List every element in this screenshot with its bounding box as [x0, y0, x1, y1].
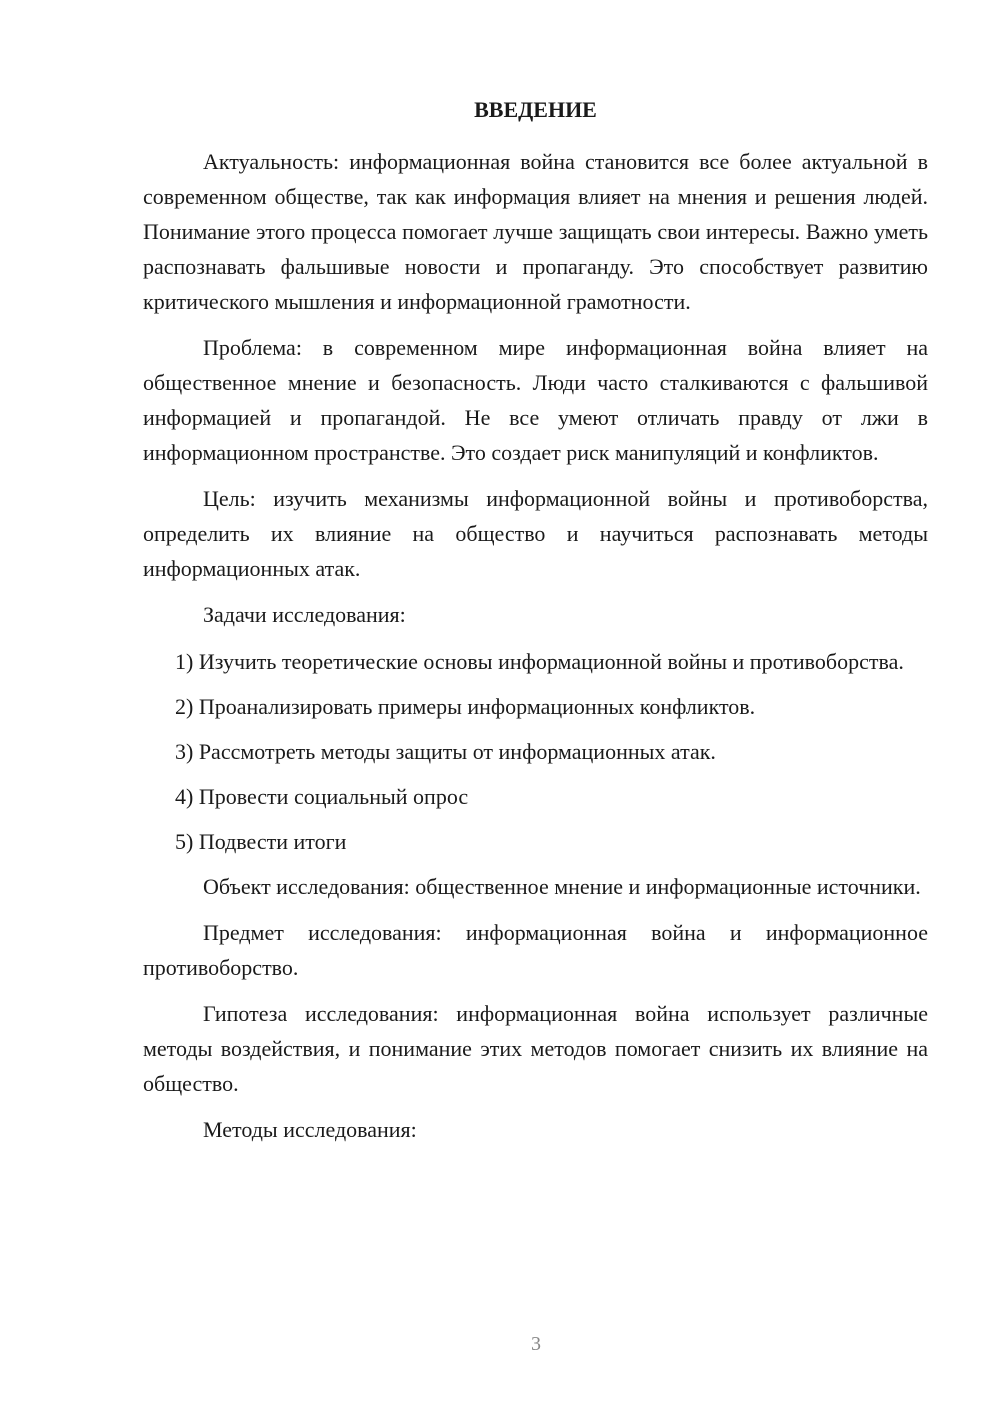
tasks-list — [143, 644, 928, 859]
subject-paragraph: Предмет исследования: информационная война и информационное противоборство. — [143, 920, 928, 980]
page-number: 3 — [531, 1333, 541, 1355]
methods-heading: Методы исследования: — [203, 1117, 417, 1142]
object-paragraph: Объект исследования: общественное мнение и информационные источники. — [203, 874, 921, 899]
tasks-heading: Задачи исследования: — [203, 602, 406, 627]
relevance-paragraph: Актуальность: информационная война становится все более актуальной в современном обществе, так как информация влияет на мнения и решения людей. Понимание этого процесса помогает лучше защищать свои интересы. Важно уметь распознавать фальшивые новости и пропаганду. Это способствует развитию критического мышления и информационной грамотности. — [143, 149, 928, 314]
goal-paragraph: Цель: изучить механизмы информационной войны и противоборства, определить их влияние на общество и научиться распознавать методы информационных атак. — [143, 486, 928, 581]
task-item-4: 4) Провести социальный опрос — [175, 784, 469, 809]
task-item-3: 3) Рассмотреть методы защиты от информационных атак. — [175, 739, 716, 764]
hypothesis-paragraph: Гипотеза исследования: информационная война использует различные методы воздействия, и понимание этих методов помогает снизить их влияние на общество. — [143, 1001, 928, 1096]
task-item-2: 2) Проанализировать примеры информационных конфликтов. — [175, 694, 756, 719]
page-content — [143, 92, 928, 1159]
problem-paragraph: Проблема: в современном мире информационная война влияет на общественное мнение и безопасность. Люди часто сталкиваются с фальшивой информацией и пропагандой. Не все умеют отличать правду от лжи в информационном пространстве. Это создает риск манипуляций и конфликтов. — [143, 335, 928, 465]
section-title: ВВЕДЕНИЕ — [474, 97, 597, 122]
task-item-1: 1) Изучить теоретические основы информационной войны и противоборства. — [175, 649, 904, 674]
task-item-5: 5) Подвести итоги — [175, 829, 347, 854]
